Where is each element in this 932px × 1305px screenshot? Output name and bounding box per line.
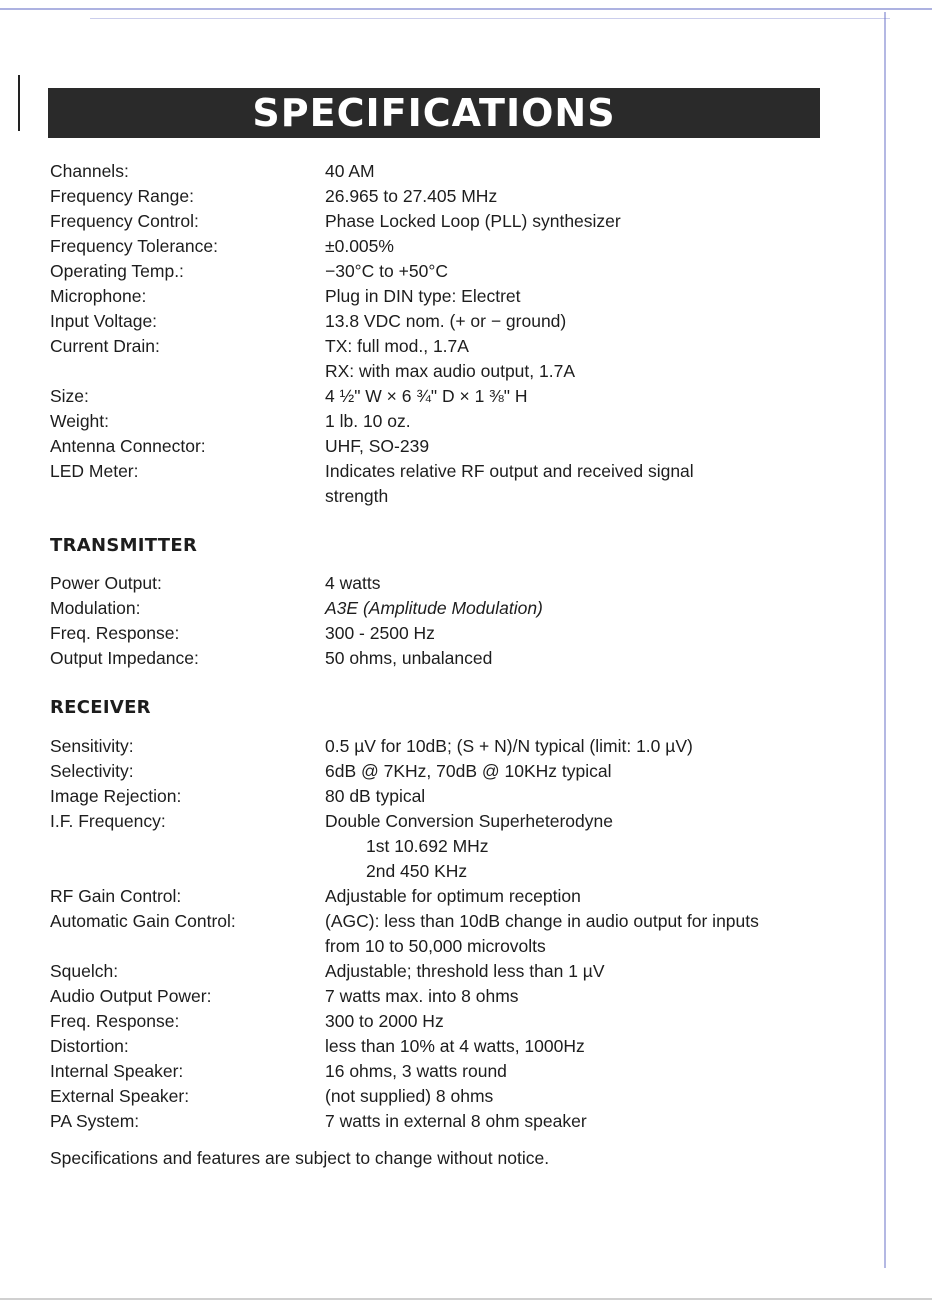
spec-value: 2nd 450 KHz <box>366 861 468 881</box>
spec-row <box>0 1009 932 1034</box>
spec-value: 7 watts in external 8 ohm speaker <box>325 1111 587 1131</box>
spec-row <box>0 1059 932 1084</box>
spec-row <box>0 984 932 1009</box>
scan-border-top <box>0 8 932 10</box>
spec-label: RF Gain Control: <box>50 886 182 906</box>
spec-row <box>0 809 932 834</box>
spec-value: A3E (Amplitude Modulation) <box>325 598 543 618</box>
spec-value: RX: with max audio output, 1.7A <box>325 361 575 381</box>
spec-row <box>0 621 932 646</box>
spec-value: 300 to 2000 Hz <box>325 1011 444 1031</box>
spec-row <box>0 646 932 671</box>
spec-row <box>0 759 932 784</box>
spec-row <box>0 596 932 621</box>
spec-label: Microphone: <box>50 286 147 306</box>
spec-row <box>0 1034 932 1059</box>
page-title: SPECIFICATIONS <box>48 88 820 138</box>
spec-label: Size: <box>50 386 89 406</box>
spec-row <box>0 334 932 359</box>
spec-row <box>0 259 932 284</box>
spec-value: −30°C to +50°C <box>325 261 448 281</box>
spec-value: Phase Locked Loop (PLL) synthesizer <box>325 211 621 231</box>
spec-row <box>0 409 932 434</box>
receiver-heading: RECEIVER <box>50 697 151 718</box>
spec-value: 40 AM <box>325 161 375 181</box>
spec-value: Indicates relative RF output and received signal <box>325 461 694 481</box>
spec-value: from 10 to 50,000 microvolts <box>325 936 546 956</box>
spec-label: Automatic Gain Control: <box>50 911 236 931</box>
spec-row <box>0 1109 932 1134</box>
spec-label: External Speaker: <box>50 1086 190 1106</box>
spec-value: 1 lb. 10 oz. <box>325 411 411 431</box>
spec-value: UHF, SO-239 <box>325 436 430 456</box>
spec-label: Freq. Response: <box>50 1011 180 1031</box>
spec-row <box>0 459 932 484</box>
spec-value: less than 10% at 4 watts, 1000Hz <box>325 1036 585 1056</box>
spec-label: Selectivity: <box>50 761 134 781</box>
spec-row <box>0 784 932 809</box>
scan-border-left-mark <box>18 75 20 131</box>
spec-value: (AGC): less than 10dB change in audio output for inputs <box>325 911 759 931</box>
spec-label: PA System: <box>50 1111 140 1131</box>
spec-label: Frequency Control: <box>50 211 199 231</box>
spec-row <box>0 159 932 184</box>
spec-value: 13.8 VDC nom. (+ or − ground) <box>325 311 567 331</box>
spec-value: 7 watts max. into 8 ohms <box>325 986 519 1006</box>
spec-label: Audio Output Power: <box>50 986 212 1006</box>
spec-row <box>0 934 932 959</box>
spec-row <box>0 884 932 909</box>
spec-row <box>0 184 932 209</box>
spec-value: Double Conversion Superheterodyne <box>325 811 613 831</box>
spec-row <box>0 284 932 309</box>
spec-label: Sensitivity: <box>50 736 134 756</box>
spec-row <box>0 1084 932 1109</box>
spec-row <box>0 859 932 884</box>
spec-label: Image Rejection: <box>50 786 182 806</box>
spec-row <box>0 909 932 934</box>
spec-value: TX: full mod., 1.7A <box>325 336 469 356</box>
spec-value: 6dB @ 7KHz, 70dB @ 10KHz typical <box>325 761 612 781</box>
spec-label: Frequency Tolerance: <box>50 236 218 256</box>
spec-label: Input Voltage: <box>50 311 158 331</box>
scan-border-top-inner <box>90 18 890 19</box>
spec-value: 16 ohms, 3 watts round <box>325 1061 507 1081</box>
spec-value: 300 - 2500 Hz <box>325 623 435 643</box>
spec-value: 50 ohms, unbalanced <box>325 648 493 668</box>
spec-row <box>0 384 932 409</box>
spec-value: 4 watts <box>325 573 381 593</box>
spec-row <box>0 959 932 984</box>
spec-label: Modulation: <box>50 598 141 618</box>
transmitter-heading: TRANSMITTER <box>50 535 198 556</box>
spec-label: Weight: <box>50 411 110 431</box>
spec-row <box>0 309 932 334</box>
spec-row <box>0 484 932 509</box>
footer-note: Specifications and features are subject to change without notice. <box>50 1148 550 1168</box>
spec-label: Current Drain: <box>50 336 160 356</box>
spec-value: Adjustable; threshold less than 1 µV <box>325 961 605 981</box>
spec-value: 80 dB typical <box>325 786 426 806</box>
spec-value: 26.965 to 27.405 MHz <box>325 186 498 206</box>
spec-value: 0.5 µV for 10dB; (S + N)/N typical (limit: 1.0 µV) <box>325 736 693 756</box>
spec-value: 1st 10.692 MHz <box>366 836 489 856</box>
spec-row <box>0 571 932 596</box>
spec-label: Operating Temp.: <box>50 261 184 281</box>
spec-label: Distortion: <box>50 1036 129 1056</box>
spec-label: Freq. Response: <box>50 623 180 643</box>
spec-row <box>0 434 932 459</box>
spec-row <box>0 834 932 859</box>
spec-row <box>0 209 932 234</box>
spec-value: (not supplied) 8 ohms <box>325 1086 494 1106</box>
spec-label: Internal Speaker: <box>50 1061 184 1081</box>
spec-label: Antenna Connector: <box>50 436 206 456</box>
spec-row <box>0 359 932 384</box>
spec-value: Plug in DIN type: Electret <box>325 286 521 306</box>
scan-border-bottom <box>0 1298 932 1300</box>
spec-label: Output Impedance: <box>50 648 199 668</box>
spec-value: strength <box>325 486 389 506</box>
spec-label: Power Output: <box>50 573 162 593</box>
spec-value: 4 ½" W × 6 ¾" D × 1 ⅜" H <box>325 386 528 406</box>
spec-label: Squelch: <box>50 961 119 981</box>
spec-value: ±0.005% <box>325 236 394 256</box>
spec-row <box>0 234 932 259</box>
spec-label: I.F. Frequency: <box>50 811 166 831</box>
spec-row <box>0 734 932 759</box>
spec-label: LED Meter: <box>50 461 139 481</box>
spec-label: Frequency Range: <box>50 186 194 206</box>
spec-label: Channels: <box>50 161 129 181</box>
spec-value: Adjustable for optimum reception <box>325 886 581 906</box>
